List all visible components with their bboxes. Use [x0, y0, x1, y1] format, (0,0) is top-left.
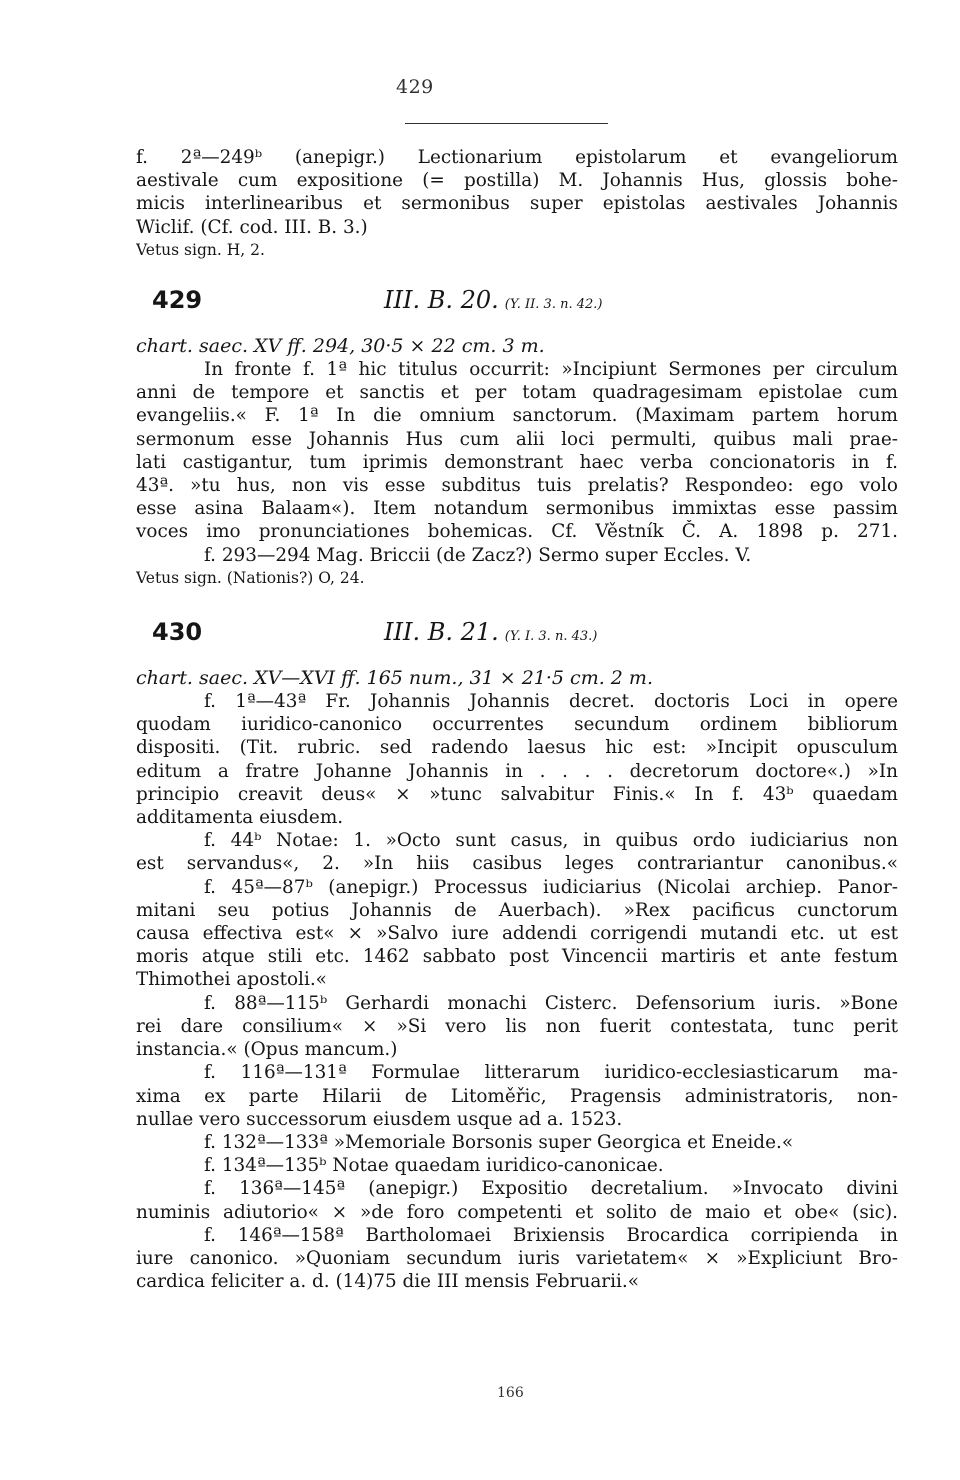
shelfmark — [384, 618, 597, 646]
entry-429-line: esse asina Balaam«). Item notandum sermonibus immixtas esse passim — [136, 498, 898, 520]
entry-429-description: chart. saec. XV ff. 294, 30·5 × 22 cm. 3 m. — [136, 335, 545, 358]
intro-line: f. 2ª—249ᵇ (anepigr.) Lectionarium epistolarum et evangeliorum — [136, 147, 898, 168]
intro-line: aestivale cum expositione (= postilla) M. Johannis Hus, glossis bohe- — [136, 170, 898, 192]
entry-430-line: causa effectiva est« × »Salvo iure addendi corrigendi mutandi etc. ut est — [136, 923, 898, 945]
entry-429-line: evangeliis.« F. 1ª In die omnium sanctorum. (Maximam partem horum — [136, 405, 898, 427]
intro-line: micis interlinearibus et sermonibus super epistolas aestivales Johannis — [136, 193, 898, 215]
entry-429-line: In fronte f. 1ª hic titulus occurrit: »Incipiunt Sermones per circulum — [204, 359, 898, 381]
entry-430-heading — [136, 618, 898, 666]
footer-signature: 166 — [497, 1385, 524, 1401]
shelfmark-text: III. B. 21. — [384, 618, 499, 647]
entry-430-line: moris atque stili etc. 1462 sabbato post Vincencii martiris et ante festum — [136, 946, 898, 968]
shelfmark-note: (Y. II. 3. n. 42.) — [504, 297, 603, 313]
entry-429-line: anni de tempore et sanctis et per totam quadragesimam epistolae cum — [136, 382, 898, 404]
entry-429-line: 43ª. »tu hus, non vis esse subditus tuis prelatis? Respondeo: ego volo — [136, 475, 898, 497]
shelfmark-note: (Y. I. 3. n. 43.) — [504, 629, 598, 645]
entry-430-line: numinis adiutorio« × »de foro competenti et solito de maio et obe« (sic). — [136, 1201, 898, 1223]
running-head-page-number: 429 — [396, 76, 434, 98]
entry-430-line: iure canonico. »Quoniam secundum iuris varietatem« × »Expliciunt Bro- — [136, 1247, 898, 1269]
entry-430-line: f. 45ª—87ᵇ (anepigr.) Processus iudiciarius (Nicolai archiep. Panor- — [204, 876, 898, 898]
entry-430-line: rei dare consilium« × »Si vero lis non fuerit contestata, tunc perit — [136, 1015, 898, 1037]
entry-430-line: f. 134ª—135ᵇ Notae quaedam iuridico-canonicae. — [204, 1155, 664, 1177]
entry-430-line: Thimothei apostoli.« — [136, 969, 327, 991]
intro-line: Wiclif. (Cf. cod. III. B. 3.) — [136, 216, 368, 238]
entry-430-line: quodam iuridico-canonico occurrentes secundum ordinem bibliorum — [136, 714, 898, 736]
entry-430-line: f. 88ª—115ᵇ Gerhardi monachi Cisterc. Defensorium iuris. »Bone — [204, 992, 898, 1014]
entry-430-line: f. 136ª—145ª (anepigr.) Expositio decretalium. »Invocato divini — [204, 1178, 898, 1200]
shelfmark — [384, 286, 602, 314]
entry-430-line: f. 44ᵇ Notae: 1. »Octo sunt casus, in quibus ordo iudiciarius non — [204, 830, 898, 852]
entry-429-line: lati castigantur, tum iprimis demonstrant haec verba concionatoris in f. — [136, 451, 898, 473]
entry-430-line: est servandus«, 2. »In hiis casibus leges contrariantur canonibus.« — [136, 853, 898, 875]
entry-429-line: voces imo pronunciationes bohemicas. Cf. Věstník Č. A. 1898 p. 271. — [136, 521, 898, 543]
entry-430-line: nullae vero successorum eiusdem usque ad a. 1523. — [136, 1108, 623, 1130]
entry-number: 429 — [152, 286, 203, 315]
page-body — [136, 146, 898, 1293]
entry-429-line: f. 293—294 Mag. Briccii (de Zacz?) Sermo super Eccles. V. — [204, 544, 752, 566]
entry-430-line: editum a fratre Johanne Johannis in . . . . decretorum doctore«.) »In — [136, 760, 898, 782]
entry-430-description: chart. saec. XV—XVI ff. 165 num., 31 × 21·5 cm. 2 m. — [136, 667, 653, 690]
entry-number: 430 — [152, 618, 203, 647]
header-rule — [405, 123, 608, 124]
entry-430-line: mitani seu potius Johannis de Auerbach). »Rex pacificus cunctorum — [136, 899, 898, 921]
entry-429-heading — [136, 286, 898, 334]
entry-430-line: instancia.« (Opus mancum.) — [136, 1039, 398, 1061]
shelfmark-text: III. B. 20. — [384, 286, 499, 315]
entry-430-line: cardica feliciter a. d. (14)75 die III mensis Februarii.« — [136, 1271, 639, 1293]
entry-429-line: sermonum esse Johannis Hus cum alii loci permulti, quibus mali prae- — [136, 428, 898, 450]
entry-430-line: dispositi. (Tit. rubric. sed radendo laesus hic est: »Incipit opusculum — [136, 737, 898, 759]
intro-vetus-sign: Vetus sign. H, 2. — [136, 240, 265, 259]
entry-430-line: f. 1ª—43ª Fr. Johannis Johannis decret. doctoris Loci in opere — [204, 691, 898, 713]
entry-430-line: xima ex parte Hilarii de Litoměřic, Pragensis administratoris, non- — [136, 1085, 898, 1107]
entry-430-line: f. 132ª—133ª »Memoriale Borsonis super Georgica et Eneide.« — [204, 1131, 794, 1153]
entry-430-line: f. 146ª—158ª Bartholomaei Brixiensis Brocardica corripienda in — [204, 1224, 898, 1246]
entry-430-line: principio creavit deus« × »tunc salvabitur Finis.« In f. 43ᵇ quaedam — [136, 783, 898, 805]
entry-429-vetus-sign: Vetus sign. (Nationis?) O, 24. — [136, 568, 365, 587]
entry-430-line: additamenta eiusdem. — [136, 807, 344, 829]
entry-430-line: f. 116ª—131ª Formulae litterarum iuridico-ecclesiasticarum ma- — [204, 1062, 898, 1084]
